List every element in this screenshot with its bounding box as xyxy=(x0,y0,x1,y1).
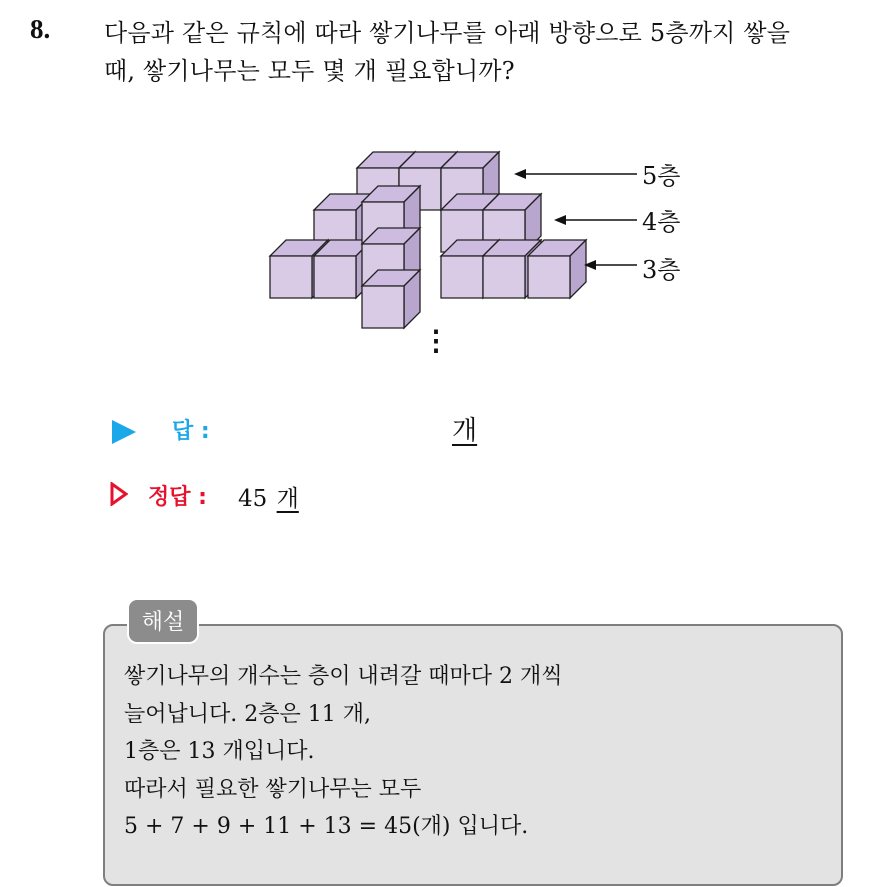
solution-number: 45 xyxy=(238,486,268,512)
question-line-1: 다음과 같은 규칙에 따라 쌓기나무를 아래 방향으로 5층까지 쌓을 xyxy=(104,19,791,47)
arrow-head-icon xyxy=(514,169,526,179)
continuation-dots: ⋮ xyxy=(422,324,450,357)
answer-row xyxy=(108,410,608,450)
play-triangle-icon xyxy=(112,420,136,444)
arrow-head-icon xyxy=(554,215,566,225)
layer-label-5: 5층 xyxy=(642,162,681,190)
cube-face xyxy=(362,286,404,328)
solution-value xyxy=(238,480,301,513)
explanation-line-2: 늘어납니다. 2층은 11 개, xyxy=(124,701,371,727)
explanation-line-1: 쌓기나무의 개수는 층이 내려갈 때마다 2 개씩 xyxy=(124,664,563,689)
solution-row xyxy=(108,476,608,516)
answer-label: 답 : xyxy=(172,419,210,444)
explanation-tag: 해설 xyxy=(127,598,199,644)
explanation-line-4: 따라서 필요한 쌓기나무는 모두 xyxy=(124,776,422,802)
cube-face xyxy=(270,256,312,298)
question-number: 8. xyxy=(30,14,51,44)
explanation-line-5: 5 + 7 + 9 + 11 + 13 = 45(개) 입니다. xyxy=(124,814,529,839)
cube-face xyxy=(483,256,525,298)
cube-face xyxy=(528,256,570,298)
answer-unit: 개 xyxy=(452,416,478,446)
layer-label-4: 4층 xyxy=(642,208,681,236)
question-line-2: 때, 쌓기나무는 모두 몇 개 필요합니까? xyxy=(104,57,515,85)
cube-face xyxy=(314,256,356,298)
layer-label-3: 3층 xyxy=(642,256,681,284)
explanation-line-3: 1층은 13 개입니다. xyxy=(124,739,315,764)
stacked-cubes-figure xyxy=(262,138,722,378)
cube-face xyxy=(441,256,483,298)
solution-unit: 개 xyxy=(276,486,299,512)
question-text xyxy=(104,14,874,90)
solution-label: 정답 : xyxy=(148,485,207,510)
outline-triangle-icon xyxy=(110,482,128,506)
explanation-text xyxy=(124,658,563,846)
